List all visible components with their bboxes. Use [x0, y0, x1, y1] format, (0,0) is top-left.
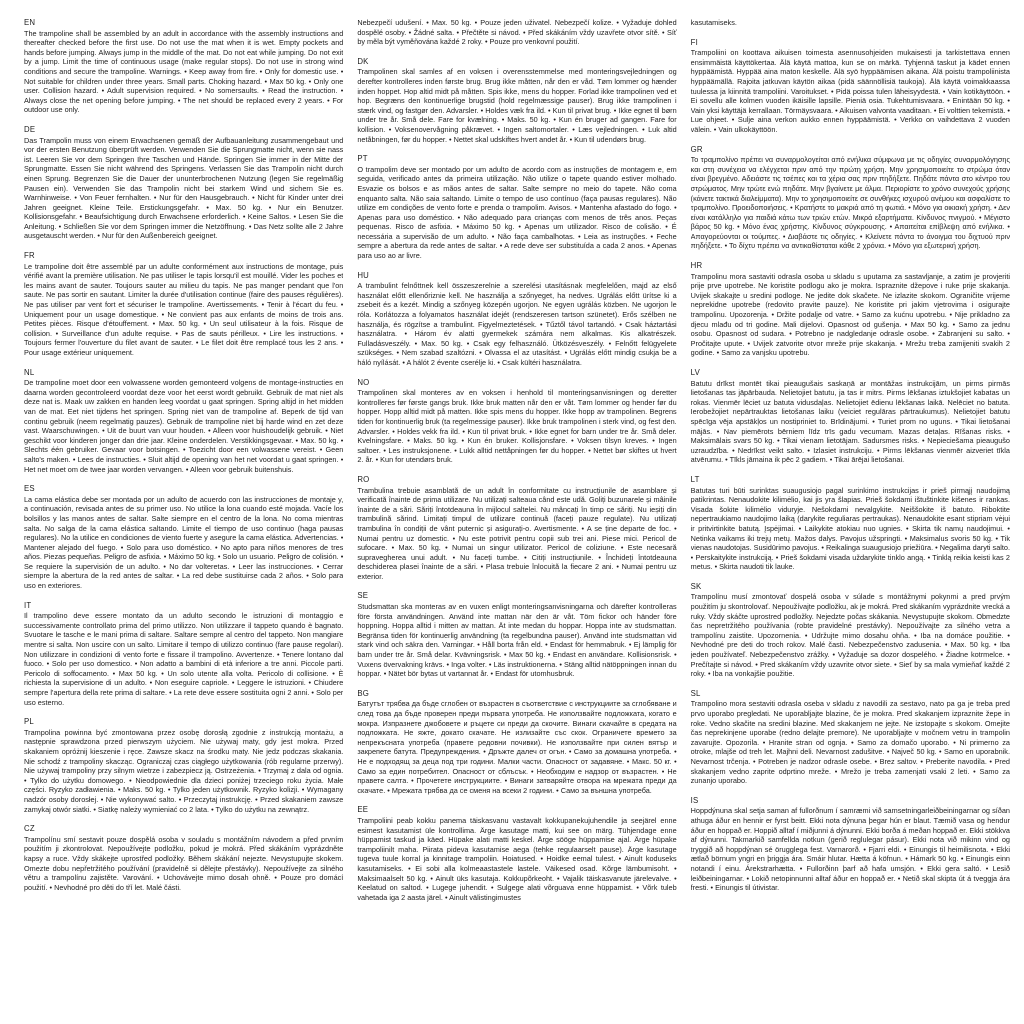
section-text: Hoppdýnuna skal setja saman af fullorðnum í samræmi við samsetningarleiðbeiningarnar og síðan athuga áður en hennir er fyrst beitt. Ekki nota dýnuna þegar hún er blaut. Tæmið vasa og hendur áður en hoppað er. Hoppið alltaf í miðjunni á dýnunni. Ekki borða á meðan hoppað er. Ekki stökkva af dýnunni. Takmarkið samfellda notkun (gerið reglulegar pásur). Ekki nota við mikinn vind og tryggið að hoppdýnan sé örugglega fest. Varnarorð. • Fjarri eldi. • Einungis til heimilisnota. • Ekki ætlað börnum yngri en þriggja ára. Smáir hlutar. Hætta á köfnun. • Hámark 50 kg. • Einungis einn notandi í einu. Árekstrarhætta. • Fullorðinn þarf að hafa umsjón. • Ekki gera saltó. • Lesið leiðbeiningarnar. • Lokið netopinnunni alltaf áður en hoppað er. • Netið skal skipta út á tveggja ára fresti. • Einungis til útivistar. — [690, 806, 1010, 893]
language-section-dk — [357, 57, 676, 144]
language-code: PT — [357, 154, 368, 164]
column-2 — [357, 18, 676, 1014]
language-section-ro — [357, 475, 676, 582]
language-code: CZ — [24, 824, 35, 834]
language-code: RO — [357, 474, 370, 484]
section-text: Trampolina powinna być zmontowana przez osobę dorosłą zgodnie z instrukcją montażu, a następnie sprawdzona przed pierwszym użyciem. Nie używaj maty, gdy jest mokra. Przed skakaniem opróżnij kieszenie i ręce. Zawsze skacz na środku maty. Nie jedz podczas skakania. Nie schodź z trampoliny skacząc. Ograniczaj czas ciągłego użytkowania (rób regularne przerwy). Nie używaj trampoliny przy silnym wietrze i zabezpiecz ją. Ostrzeżenia. • Trzymaj z dala od ognia. • Tylko do użytku domowego. • Nieodpowiednie dla dzieci poniżej trzeciego roku życia. Małe części. Ryzyko zadławienia. • Maks. 50 kg. • Tylko jeden użytkownik. Ryzyko kolizji. • Wymagany nadzór osoby dorosłej. • Nie wykonywać salto. • Przeczytaj instrukcję. • Przed skakaniem zawsze zamykaj otwór siatki. • Siatkę należy wymieniać co 2 lata. • Tylko do użytku na zewnątrz. — [24, 727, 344, 814]
language-section-ee — [357, 805, 676, 902]
language-section-sk — [691, 582, 1010, 679]
section-text: Nebezpečí udušení. • Max. 50 kg. • Pouze jeden uživatel. Nebezpečí kolize. • Vyžaduje dohled dospělé osoby. • Žádné salta. • Přečtěte si návod. • Před skákáním vždy uzavřete otvor sítě. • Síť by měla být vyměňována každé 2 roky. • Pouze pro venkovní použití. — [357, 18, 677, 47]
language-section-is — [691, 796, 1010, 893]
language-section-hr — [691, 261, 1010, 358]
language-section-en — [24, 18, 343, 115]
language-section-sl — [691, 689, 1010, 786]
language-section-gr — [691, 145, 1010, 252]
language-code: LV — [690, 368, 701, 377]
language-code: GR — [690, 144, 703, 154]
section-text: La cama elástica debe ser montada por un adulto de acuerdo con las instrucciones de montaje y, a continuación, revisada antes de su primer uso. No utilice la lona cuando esté mojada. Vacíe los bolsillos y las manos antes de saltar. Salte siempre en el centro de la lona. No coma mientras salta. No salga de la cama elástica saltando. Limite el tiempo de uso continuo (haga pausas regulares). No la utilice en condiciones de viento fuerte y asegure la cama elástica. Advertencias. • Mantener alejado del fuego. • Solo para uso doméstico. • No apto para niños menores de tres años. Piezas pequeñas. Peligro de asfixia. • Máximo 50 kg. • Solo un usuario. Peligro de colisión. • Se requiere la supervisión de un adulto. • No dar volteretas. • Leer las instrucciones. • Cerrar siempre la abertura de la red antes de saltar. • La red debe sustituirse cada 2 años. • Solo para uso en exteriores. — [24, 494, 344, 591]
section-text: O trampolim deve ser montado por um adulto de acordo com as instruções de montagem e, em seguida, verificado antes da primeira utilização. Não utilize o tapete quando estiver molhado. Esvazie os bolsos e as mãos antes de saltar. Salte sempre no meio do tapete. Não coma enquanto salta. Não saia saltando. Limite o tempo de uso contínuo (faça pausas regulares). Não utilize em condições de vento forte e prenda o trampolim. Avisos. • Mantenha afastado do fogo. • Apenas para uso doméstico. • Não adequado para crianças com menos de três anos. Peças pequenas. Risco de asfixia. • Máximo 50 kg. • Apenas um utilizador. Risco de colisão. • É necessária a supervisão de um adulto. • Não faça cambalhotas. • Leia as instruções. • Feche sempre a abertura da rede antes de saltar. • A rede deve ser substituída a cada 2 anos. • Apenas para uso ao ar livre. — [357, 164, 677, 261]
language-code: EE — [357, 805, 369, 815]
language-section-it — [24, 601, 343, 708]
language-section-no — [357, 378, 676, 465]
language-code: NL — [24, 367, 35, 377]
language-code: ES — [24, 484, 35, 494]
section-text: Das Trampolin muss von einem Erwachsenen gemäß der Aufbauanleitung zusammengebaut und vor der ersten Benutzung überprüft werden. Verwenden Sie die Sprungmatte nicht, wenn sie nass ist. Leeren Sie vor dem Springen Ihre Taschen und Hände. Springen Sie immer in der Mitte der Sprungmatte. Essen Sie nicht während des Springens. Verlassen Sie das Trampolin nicht durch einen Sprung. Begrenzen Sie die Dauer der ununterbrochenen Nutzung (legen Sie regelmäßig Pausen ein). Verwenden Sie das Trampolin nicht bei starkem Wind und sichern Sie es. Warnhinweise. • Von Feuer fernhalten. • Nur für den Hausgebrauch. • Nicht für Kinder unter drei Jahren geeignet. Kleine Teile. Erstickungsgefahr. • Max. 50 kg. • Nur ein Benutzer. Kollisionsgefahr. • Beaufsichtigung durch Erwachsene erforderlich. • Keine Saltos. • Lesen Sie die Anleitung. • Schließen Sie vor dem Springen immer die Netzöffnung. • Das Netz sollte alle 2 Jahre ausgetauscht werden. • Nur für den Außenbereich geeignet. — [24, 135, 344, 241]
section-text: Il trampolino deve essere montato da un adulto secondo le istruzioni di montaggio e successivamente controllato prima del primo utilizzo. Non utilizzare il tappeto quando è bagnato. Svuotare le tasche e le mani prima di saltare. Saltare sempre al centro del tappeto. Non mangiare mentre si salta. Non uscire con un salto. Limitare il tempo di utilizzo continuo (fare pause regolari). Non utilizzare in condizioni di vento forte e fissare il trampolino. Avvertenze. • Tenere lontano dal fuoco. • Solo per uso domestico. • Non adatto a bambini di età inferiore a tre anni. Piccole parti. Pericolo di soffocamento. • Max 50 kg. • Un solo utente alla volta. Pericolo di collisione. • È richiesta la supervisione di un adulto. • Non eseguire capriole. • Leggere le istruzioni. • Chiudere sempre l'apertura della rete prima di saltare. • La rete deve essere sostituita ogni 2 anni. • Solo per uso esterno. — [24, 611, 344, 707]
language-code: PL — [24, 717, 34, 727]
language-section-fi — [691, 38, 1010, 135]
language-section-hu — [357, 271, 676, 368]
language-code: HR — [690, 261, 703, 271]
section-text: Trambulina trebuie asamblată de un adult în conformitate cu instrucțiunile de asamblare și verificată înainte de prima utilizare. Nu utilizați salteaua când este udă. Goliți buzunarele și mâinile înainte de a sări. Săriți întotdeauna în mijlocul saltelei. Nu mâncați în timp ce săriți. Nu ieșiți din trambulină sărind. Limitați timpul de utilizare continuă (faceți pauze regulate). Nu utilizați trambulina în condiții de vânt puternic și asigurați-o. Avertismente. • A se ține departe de foc. • Numai pentru uz domestic. • Nu este potrivit pentru copii sub trei ani. Piese mici. Pericol de sufocare. • Max. 50 kg. • Numai un singur utilizator. Pericol de coliziune. • Este necesară supravegherea unui adult. • Nu faceți tumbe. • Citiți instrucțiunile. • Închideți întotdeauna deschiderea plasei înainte de a sări. • Plasa trebuie înlocuită la fiecare 2 ani. • Numai pentru uz exterior. — [357, 485, 677, 581]
language-code: LT — [690, 474, 700, 484]
language-section-lv — [691, 368, 1010, 465]
language-code: EN — [24, 18, 36, 27]
section-text: Trampoliini peab kokku panema täiskasvanu vastavalt kokkupanekujuhendile ja seejärel enne esimest kasutamist üle kontrollima. Ärge kasutage matti, kui see on märg. Tühjendage enne hüppamist taskud ja käed. Hüpake alati matti keskel. Ärge sööge hüppamise ajal. Ärge hüpake trampoliinilt maha. Piirata pideva kasutamise aega (tehke regulaarselt pause). Ärge kasutage tugeva tuule korral ja kinnitage trampoliin. Hoiatused. • Hoidke eemal tulest. • Ainult koduseks kasutamiseks. • Ei sobi alla kolmeaastastele lastele. Väikesed osad. Kõrge lämbumisoht. • Maksimaalselt 50 kg. • Ainult üks kasutaja. Kokkupõrkeoht. • Vajalik täiskasvanute järelevalve. • Keelatud on saltod. • Lugege juhendit. • Sulgege alati võrguava enne hüppamist. • Võrk tuleb vahetada iga 2 aasta järel. • Ainult välistingimustes — [357, 815, 677, 902]
section-text: Το τραμπολίνο πρέπει να συναρμολογείται από ενήλικα σύμφωνα με τις οδηγίες συναρμολόγησης και στη συνέχεια να ελέγχεται πριν από την πρώτη χρήση. Μην χρησιμοποιείτε το στρώμα όταν είναι βρεγμένο. Αδειάστε τις τσέπες και τα χέρια σας πριν πηδήξετε. Πηδάτε πάντα στο κέντρο του στρώματος. Μην τρώτε ενώ πηδάτε. Μην βγαίνετε με άλμα. Περιορίστε το χρόνο συνεχούς χρήσης (κάνετε τακτικά διαλείμματα). Μην το χρησιμοποιείτε σε συνθήκες ισχυρού ανέμου και ασφαλίστε το τραμπολίνο. Προειδοποιήσεις. • Κρατήστε το μακριά από τη φωτιά. • Μόνο για οικιακή χρήση. • Δεν είναι κατάλληλο για παιδιά κάτω των τριών ετών. Μικρά εξαρτήματα. Κίνδυνος πνιγμού. • Μέγιστο βάρος 50 kg. • Μόνο ένας χρήστης. Κίνδυνος σύγκρουσης. • Απαιτείται επίβλεψη από ενήλικα. • Απαγορεύονται οι τούμπες. • Διαβάστε τις οδηγίες. • Κλείνετε πάντα το άνοιγμα του διχτυού πριν πηδήξετε. • Το δίχτυ πρέπει να αντικαθίσταται κάθε 2 χρόνια. • Μόνο για εξωτερική χρήση. — [690, 155, 1010, 251]
language-code: DK — [357, 56, 369, 66]
section-text: Trampoliini on koottava aikuisen toimesta asennusohjeiden mukaisesti ja tarkistettava ennen ensimmäistä käyttökertaa. Älä käytä mattoa, kun se on märkä. Tyhjennä taskut ja kädet ennen hyppäämistä. Hyppää aina maton keskelle. Älä syö hyppäämisen aikana. Älä poistu trampoliinista hyppäämällä. Rajoita jatkuvan käytön aikaa (pidä säännöllisiä taukoja). Älä käytä voimakkaassa tuulessa ja kiinnitä trampoliini. Varoitukset. • Pidä poissa tulen läheisyydestä. • Vain kotikäyttöön. • Ei sovellu alle kolmen vuoden ikäisille lapsille. Pieniä osia. Tukehtumisvaara. • Enintään 50 kg. • Vain yksi käyttäjä kerrallaan. Törmäysvaara. • Aikuisen valvonta vaaditaan. • Ei volttien tekemistä. • Lue ohjeet. • Sulje aina verkon aukko ennen hyppäämistä. • Verkko on vaihdettava 2 vuoden välein. • Vain ulkokäyttöön. — [690, 48, 1010, 134]
language-code: FI — [690, 37, 698, 47]
section-text: Trampolinu mora sastaviti odrasla osoba u skladu s uputama za sastavljanje, a zatim je provjeriti prije prve upotrebe. Ne koristite podlogu ako je mokra. Ispraznite džepove i ruke prije skakanja. Uvijek skakajte u sredini podloge. Ne jedite dok skačete. Ne izlazite skokom. Ograničite vrijeme neprekidne upotrebe (redovito pravite pauze). Ne koristite pri jakim vjetrovima i osigurajte trampolinu. Upozorenja. • Držite podalje od vatre. • Samo za kućnu upotrebu. • Nije prikladno za djecu mlađu od tri godine. Mali dijelovi. Opasnost od gušenja. • Max 50 kg. • Samo za jednu osobu. Opasnost od sudara. • Potrebno je nadgledanje odrasle osobe. • Zabranjeni su salto. • Pročitajte upute. • Uvijek zatvorite otvor mreže prije skakanja. • Mrežu treba zamijeniti svakih 2 godine. • Samo za vanjsku upotrebu. — [690, 271, 1010, 358]
language-section-ee-continued — [691, 18, 1010, 28]
language-code: SE — [357, 591, 369, 601]
section-text: Studsmattan ska monteras av en vuxen enligt monteringsanvisningarna och därefter kontrolleras före första användningen. Använd inte mattan när den är våt. Töm fickor och händer före hoppning. Hoppa alltid i mitten av mattan. Ät inte medan du hoppar. Hoppa inte av studsmattan. Begränsa tiden för kontinuerlig användning (ta regelbundna pauser). Använd inte studsmattan vid stark vind och säkra den. Varningar. • Håll borta från eld. • Endast för hemmabruk. • Ej lämplig för barn under tre år. Små delar. Kvävningsrisk. • Max 50 kg. • Endast en användare. Kollisionsrisk. • Vuxens övervakning krävs. • Inga volter. • Läs instruktionerna. • Stäng alltid nätöppningen innan du hoppar. • Nätet bör bytas ut vartannat år. • Endast för utomhusbruk. — [357, 602, 677, 679]
language-section-es — [24, 484, 343, 591]
section-text: Trampolinen skal samles af en voksen i overensstemmelse med monteringsvejledningen og derefter kontrolleres inden første brug. Brug ikke måtten, når den er våd. Tøm lommer og hænder inden hoppet. Hop altid midt på måtten. Spis ikke, mens du hopper. Forlad ikke trampolinen ved et hop. Begræns den kontinuerlige brugstid (hold regelmæssige pauser). Brug ikke trampolinen i stærk vind, og fastgør den. Advarsler. • Holdes væk fra ild. • Kun til privat brug. • Ikke egnet til børn under tre år. Små dele. Fare for kvælning. • Maks. 50 kg. • Kun én bruger ad gangen. Fare for kollision. • Voksenovervågning påkrævet. • Ingen saltomortaler. • Læs vejledningen. • Luk altid netåbningen, før du hopper. • Nettet skal udskiftes hvert andet år. • Kun til udendørs brug. — [357, 67, 677, 144]
language-code: DE — [24, 124, 36, 134]
language-section-cz-continued — [357, 18, 676, 47]
language-section-pl — [24, 717, 343, 814]
language-section-nl — [24, 368, 343, 475]
section-text: Батутът трябва да бъде сглобен от възрастен в съответствие с инструкциите за сглобяване и след това да бъде проверен преди първата употреба. Не използвайте подложката, когато е мокра. Изпразнете джобовете и ръцете си преди да скочите. Винаги скачайте в средата на подложката. Не яжте, докато скачате. Не излизайте със скок. Ограничете времето за непрекъсната употреба (правете редовни почивки). Не използвайте при силен вятър и закрепете батута. Предупреждения. • Дръжте далеч от огън. • Само за домашна употреба. • Не е подходящ за деца под три години. Малки части. Опасност от задавяне. • Макс. 50 кг. • Само за един потребител. Опасност от сблъсък. • Необходим е надзор от възрастен. • Не правете салта. • Прочетете инструкциите. • Винаги затваряйте отвора на мрежата преди да скачате. • Мрежата трябва да се сменя на всеки 2 години. • Само за външна употреба. — [357, 699, 677, 795]
language-code: NO — [357, 377, 370, 387]
language-code: IT — [24, 600, 32, 610]
section-text: Batutas turi būti surinktas suaugusiojo pagal surinkimo instrukcijas ir prieš pirmąjį naudojimą patikrintas. Nenaudokite kilimėlio, kai jis yra šlapias. Prieš šokdami ištuštinkite kišenes ir rankas. Visada šokite kilimėlio viduryje. Nešokdami nevalgykite. Neiššokite iš batuto. Riboktite nepertraukiamo naudojimo laiką (darykite reguliaras pertraukas). Nenaudokite esant stipriam vėjui ir pritvirtinkite batutą. Įspėjimai. • Laikykite atokiau nuo ugnies. • Skirta tik namų naudojimui. • Netinka vaikams iki trejų metų. Mažos dalys. Pavojus užspringti. • Maksimalus svoris 50 kg. • Tik vienas naudotojas. Susidūrimo pavojus. • Reikalinga suaugusiojo priežiūra. • Negalima daryti salto. • Perskaitykite instrukciją. • Prieš šokdami visada uždarykite tinklo angą. • Tinklą reikia keisti kas 2 metus. • Skirta naudoti tik lauke. — [690, 485, 1010, 572]
section-text: Batutu drīkst montēt tikai pieaugušais saskaņā ar montāžas instrukcijām, un pirms pirmās lietošanas tas jāpārbauda. Nelietojiet batutu, ja tas ir mitrs. Pirms lēkšanas iztukšojiet kabatas un rokas. Vienmēr lēciet uz batuta vidusdaļas. Nelietojiet ēdienu lēkšanas laikā. Nelēciet no batuta. Ierobežojiet nepārtrauktas lietošanas laiku (veiciet regulāras pārtraukumus). Nelietojiet batutu spēcīga vēja apstākļos un nostipriniet to. Brīdinājumi. • Turiet prom no uguns. • Tikai lietošanai mājās. • Nav piemērots bērniem līdz trīs gadu vecumam. Mazas detaļas. Rīšanas risks. • Maksimālais svars 50 kg. • Tikai vienam lietotājam. Sadursmes risks. • Nepieciešama pieaugušo uzraudzība. • Nedrīkst veikt salto. • Izlasiet instrukciju. • Pirms lēkšanas vienmēr aizveriet tīkla atvērumu. • Tīkls jāmaina ik pēc 2 gadiem. • Tikai ārējai lietošanai. — [690, 378, 1010, 465]
column-3 — [691, 18, 1010, 1014]
language-section-fr — [24, 251, 343, 358]
language-section-lt — [691, 475, 1010, 572]
section-text: Trampolinen skal monteres av en voksen i henhold til monteringsanvisningen og deretter kontrolleres før første gangs bruk. Ikke bruk matten når den er våt. Tøm lommer og hender før du hopper. Hopp alltid midt på matten. Ikke spis mens du hopper. Ikke hopp av trampolinen. Begrens tiden for kontinuerlig bruk (ta regelmessige pauser). Ikke bruk trampolinen i sterk vind, og fest den. Advarsler. • Holdes vekk fra ild. • Kun til privat bruk. • Ikke egnet for barn under tre år. Små deler. Kvelningsfare. • Maks. 50 kg. • Kun én bruker. Kollisjonsfare. • Voksen tilsyn kreves. • Ingen saltoer. • Les instruksjonene. • Lukk alltid nettåpningen før du hopper. • Nettet bør skiftes ut hvert 2. år. • Kun for utendørs bruk. — [357, 388, 677, 465]
language-section-pt — [357, 154, 676, 261]
section-text: The trampoline shall be assembled by an adult in accordance with the assembly instructions and thereafter checked before the first use. Do not use the mat when it is wet. Empty pockets and hands before jumping. Always jump in the middle of the mat. Do not eat while jumping. Do not exit by a jump. Limit the time of continuous usage (make regular stops). Do not use in strong wind conditions and secure the trampoline. Warnings. • Keep away from fire. • Only for domestic use. • Not suitable for children under three years. Small parts. Choking hazard. • Max 50 kg. • Only one user. Collision hazard. • Adult supervision required. • No somersaults. • Read the instruction. • Always close the net opening before jumping. • The net should be replaced every 2 years. • For outdoor use only. — [24, 28, 344, 115]
section-text: Trampolínu musí zmontovať dospelá osoba v súlade s montážnymi pokynmi a pred prvým použitím ju skontrolovať. Nepoužívajte podložku, ak je mokrá. Pred skákaním vyprázdnite vrecká a ruky. Vždy skáčte uprostred podložky. Nejedzte počas skákania. Nevystupujte skokom. Obmedzte čas nepretržitého používania (robte pravidelné prestávky). Nepoužívajte za silného vetra a trampolínu zaistite. Upozornenia. • Udržujte mimo dosahu ohňa. • Iba na domáce použitie. • Nevhodné pre deti do troch rokov. Malé časti. Nebezpečenstvo zadusenia. • Max. 50 kg. • Iba jeden používateľ. Nebezpečenstvo zrážky. • Vyžaduje sa dozor dospelého. • Žiadne kotrmelce. • Prečítajte si návod. • Pred skákaním vždy uzavrite otvor siete. • Sieť by sa mala vymieňať každé 2 roky. • Iba na vonkajšie použitie. — [690, 592, 1010, 679]
language-section-bg — [357, 689, 676, 796]
column-1 — [24, 18, 343, 1014]
language-code: BG — [357, 688, 369, 698]
section-text: kasutamiseks. — [690, 18, 737, 27]
language-code: SL — [690, 688, 701, 698]
section-text: De trampoline moet door een volwassene worden gemonteerd volgens de montage-instructies en daarna worden gecontroleerd voordat deze voor het eerst wordt gebruikt. Gebruik de mat niet als deze nat is. Maak uw zakken en handen leeg voordat u gaat springen. Spring altijd in het midden van de mat. Eet niet tijdens het springen. Spring niet van de trampoline af. Beperk de tijd van continu gebruik (neem regelmatig pauzes). Gebruik de trampoline niet bij harde wind en zet deze vast. Waarschuwingen. • Uit de buurt van vuur houden. • Alleen voor huishoudelijk gebruik. • Niet geschikt voor kinderen jonger dan drie jaar. Kleine onderdelen. Verstikkingsgevaar. • Max. 50 kg. • Slechts één gebruiker. Gevaar voor botsingen. • Toezicht door een volwassene vereist. • Geen salto's maken. • Lees de instructies. • Sluit altijd de opening van het net voordat u gaat springen. • Het net moet om de twee jaar worden vervangen. • Alleen voor gebruik buitenshuis. — [24, 378, 344, 474]
language-code: HU — [357, 270, 369, 280]
language-code: SK — [690, 581, 702, 591]
section-text: Trampolínu smí sestavit pouze dospělá osoba v souladu s montážním návodem a před prvním použitím ji zkontrolovat. Nepoužívejte podložku, pokud je mokrá. Před skákáním vyprázdněte kapsy a ruce. Vždy skákejte uprostřed podložky. Během skákání nejezte. Nevystupujte skokem. Omezte dobu nepřetržitého používání (pravidelně si dělejte přestávky). Nepoužívejte za silného větru a trampolínu zajistěte. Varování. • Uchovávejte mimo dosah ohně. • Pouze pro domácí použití. • Nevhodné pro děti do tří let. Malé části. — [24, 834, 344, 892]
language-code: FR — [24, 251, 35, 261]
language-section-cz — [24, 824, 343, 892]
section-text: Trampolino mora sestaviti odrasla oseba v skladu z navodili za sestavo, nato pa ga je treba pred prvo uporabo pregledati. Ne uporabljajte blazine, če je mokra. Pred skakanjem izpraznite žepe in roke. Vedno skačite na sredini blazine. Med skakanjem ne jejte. Ne izstopajte s skokom. Omejite čas neprekinjene uporabe (redno delajte premore). Ne uporabljajte v močnem vetru in trampolin zavarujte. Opozorila. • Hranite stran od ognja. • Samo za domačo uporabo. • Ni primerno za otroke, mlajše od treh let. Majhni deli. Nevarnost zadušitve. • Največ 50 kg. • Samo en uporabnik. Nevarnost trčenja. • Potreben je nadzor odrasle osebe. • Brez saltov. • Preberite navodila. • Pred skakanjem vedno zaprite odprtino mreže. • Mrežo je treba zamenjati vsaki 2 leti. • Samo za zunanjo uporabo. — [690, 699, 1010, 786]
section-text: Le trampoline doit être assemblé par un adulte conformément aux instructions de montage, puis vérifié avant la première utilisation. Ne pas utiliser le tapis lorsqu'il est mouillé. Vider les poches et les mains avant de sauter. Toujours sauter au milieu du tapis. Ne pas manger pendant que l'on saute. Ne pas sortir en sautant. Limiter la durée d'utilisation continue (faire des pauses régulières). Ne pas utiliser par vent fort et sécuriser le trampoline. Avertissements. • Tenir à l'écart du feu. • Uniquement pour un usage domestique. • Ne convient pas aux enfants de moins de trois ans. Petites pièces. Risque d'étouffement. • Max. 50 kg. • Un seul utilisateur à la fois. Risque de collision. • Surveillance d'un adulte requise. • Pas de sauts périlleux. • Lire les instructions. • Toujours fermer l'ouverture du filet avant de sauter. • Le filet doit être remplacé tous les 2 ans. • Pour usage extérieur uniquement. — [24, 261, 344, 357]
language-code: IS — [690, 795, 699, 805]
language-section-se — [357, 591, 676, 678]
language-section-de — [24, 125, 343, 241]
section-text: A trambulint felnőttnek kell összeszerelnie a szerelési utasításnak megfelelően, majd az első használat előtt ellenőriznie kell. Ne használja a szőnyeget, ha nedves. Ugrálás előtt ürítse ki a zsebeit és a kezét. Mindig a szőnyeg közepén ugorjon. Ne egyen ugrálás közben. Ne ugorjon le róla. Korlátozza a folyamatos használat idejét (rendszeresen tartson szünetet). Erős szélben ne használja, és rögzítse a trambulint. Figyelmeztetések. • Tűztől távol tartandó. • Csak háztartási használatra. • Három év alatti gyermekek számára nem alkalmas. Kis alkatrészek. Fulladásveszély. • Max. 50 kg. • Csak egy felhasználó. Ütközésveszély. • Felnőtt felügyelete szükséges. • Nem szabad szaltózni. • Olvassa el az utasítást. • Ugrálás előtt mindig csukja be a háló nyílását. • A hálót 2 évente cserélje ki. • Csak kültéri használatra. — [357, 281, 677, 367]
